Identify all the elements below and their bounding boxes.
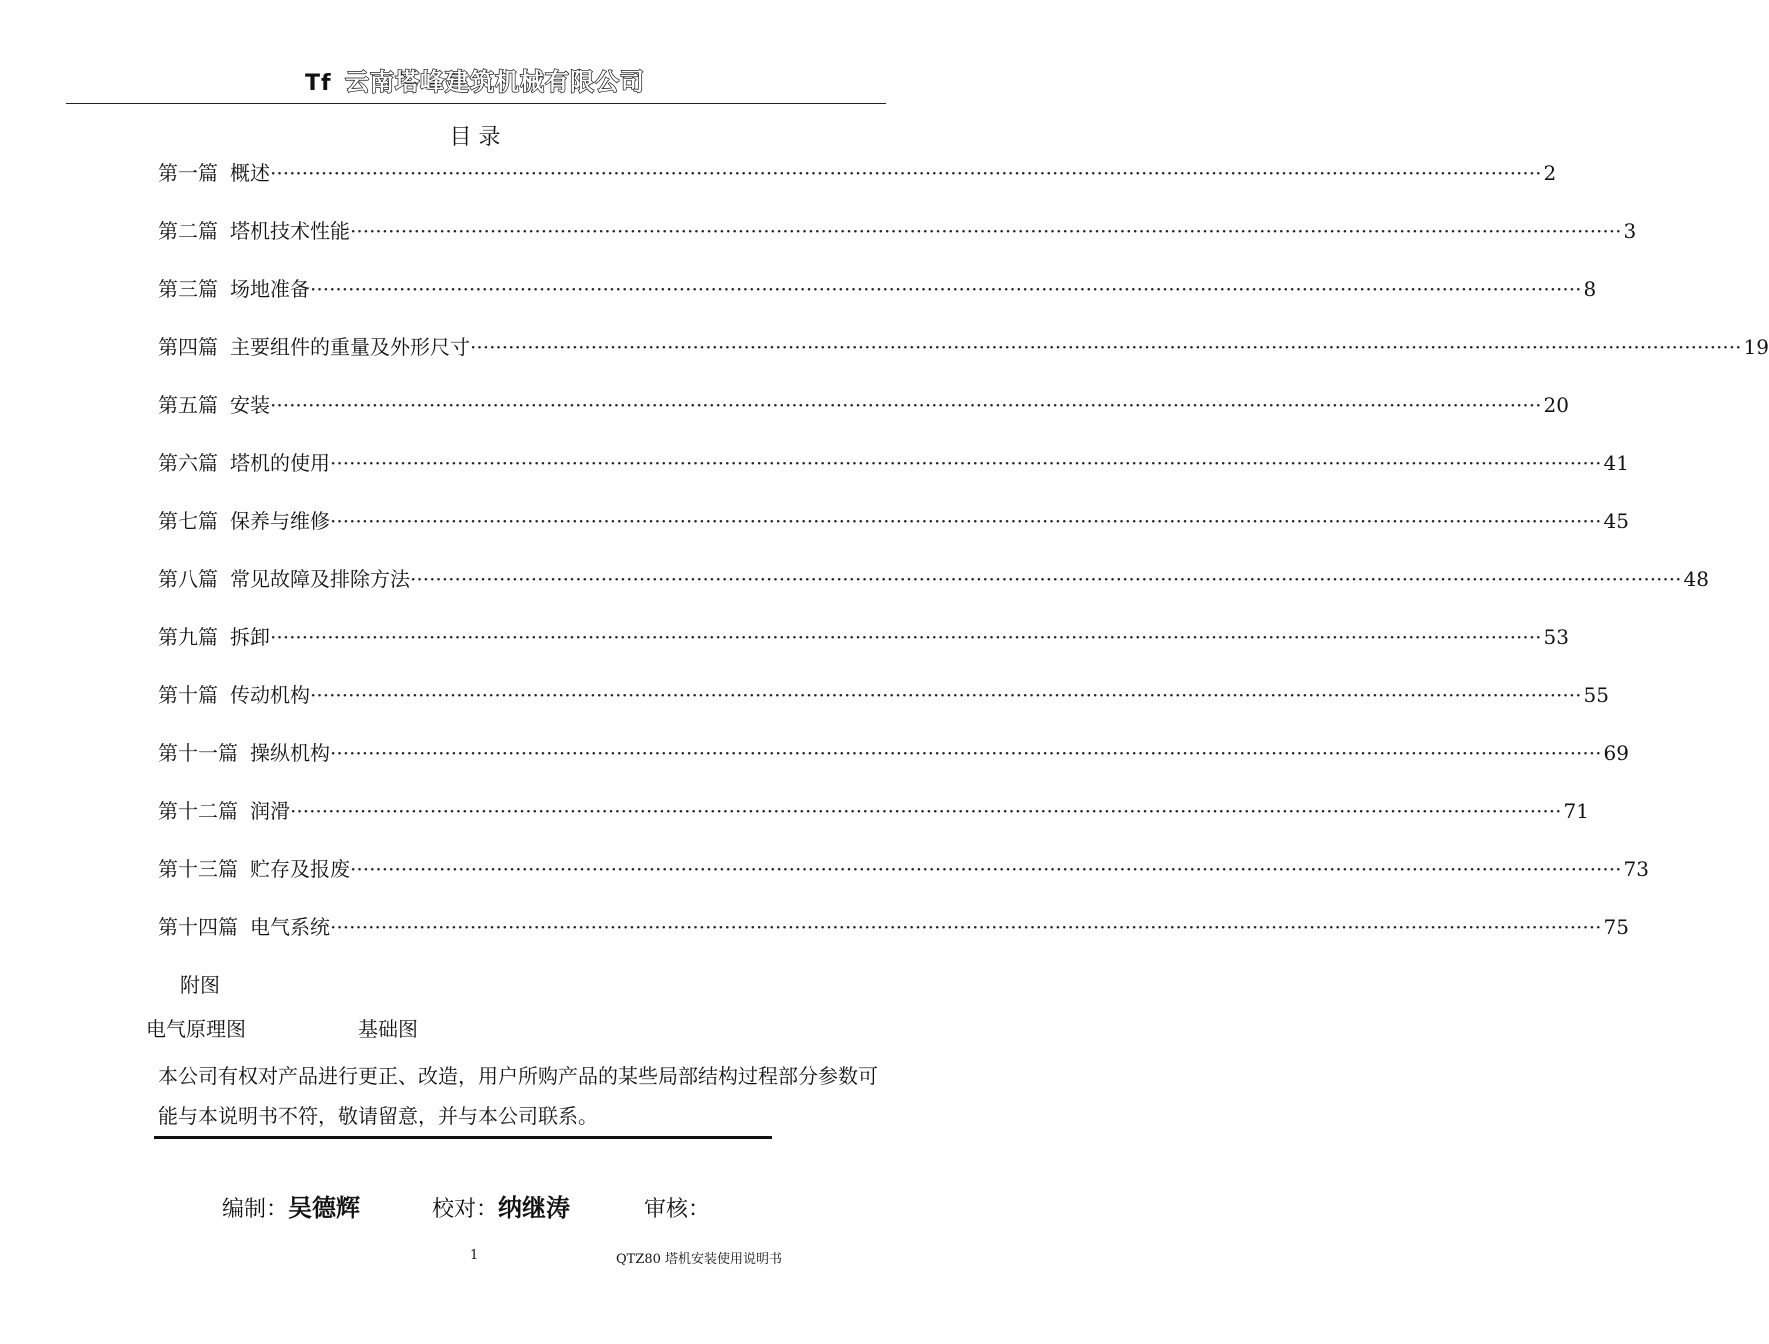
table-of-contents (158, 158, 1769, 970)
toc-page-number: 19 (1743, 335, 1769, 359)
toc-page-number: 71 (1563, 799, 1589, 823)
toc-entry (158, 158, 1557, 216)
toc-chapter-title: 主要组件的重量及外形尺寸 (230, 335, 470, 359)
toc-entry (158, 390, 1569, 448)
toc-dot-leader: ········································································································································································································ (470, 335, 1742, 359)
toc-entry (158, 680, 1609, 738)
toc-chapter-label: 第二篇 (158, 219, 218, 243)
toc-page-number: 3 (1623, 219, 1637, 243)
company-name: 云南塔峰建筑机械有限公司 (344, 68, 645, 96)
toc-dot-leader: ········································································································································································································ (310, 683, 1582, 707)
toc-entry (158, 854, 1649, 912)
toc-page-number: 41 (1603, 451, 1629, 475)
compiled-label: 编制： (222, 1197, 289, 1222)
toc-dot-leader: ········································································································································································································ (330, 915, 1602, 939)
toc-chapter-title: 塔机技术性能 (230, 219, 350, 243)
toc-chapter-label: 第三篇 (158, 277, 218, 301)
company-logo: Tf (305, 71, 332, 96)
toc-page-number: 45 (1603, 509, 1629, 533)
toc-page-number: 55 (1583, 683, 1609, 707)
toc-dot-leader: ········································································································································································································ (350, 219, 1622, 243)
toc-chapter-title: 场地准备 (230, 277, 310, 301)
toc-chapter-title: 常见故障及排除方法 (230, 567, 410, 591)
toc-page-number: 8 (1583, 277, 1597, 301)
toc-page-number: 2 (1543, 161, 1557, 185)
toc-chapter-title: 传动机构 (230, 683, 310, 707)
toc-page-number: 20 (1543, 393, 1569, 417)
toc-title: 目 录 (449, 125, 501, 150)
toc-chapter-title: 润滑 (250, 799, 290, 823)
toc-dot-leader: ········································································································································································································ (270, 625, 1542, 649)
toc-entry (158, 796, 1589, 854)
toc-chapter-title: 概述 (230, 161, 270, 185)
toc-chapter-title: 操纵机构 (250, 741, 330, 765)
footer-document-title: QTZ80 塔机安装使用说明书 (616, 1252, 783, 1267)
reviewed-label: 审核： (644, 1197, 711, 1222)
toc-chapter-label: 第五篇 (158, 393, 218, 417)
toc-entry (158, 448, 1629, 506)
toc-page-number: 75 (1603, 915, 1629, 939)
toc-chapter-label: 第十二篇 (158, 799, 238, 823)
page-header (0, 62, 950, 97)
appendix-label: 附图 (180, 973, 220, 997)
header-divider (66, 103, 886, 104)
toc-dot-leader: ········································································································································································································ (270, 161, 1542, 185)
footer-page-number: 1 (470, 1248, 479, 1263)
toc-dot-leader: ········································································································································································································ (310, 277, 1582, 301)
toc-chapter-title: 拆卸 (230, 625, 270, 649)
signature-block (222, 1190, 710, 1228)
appendix-items (146, 1014, 418, 1044)
toc-chapter-label: 第十篇 (158, 683, 218, 707)
toc-chapter-title: 电气系统 (250, 915, 330, 939)
appendix-item-electrical-schematic: 电气原理图 (146, 1017, 246, 1041)
toc-dot-leader: ········································································································································································································ (410, 567, 1682, 591)
toc-entry (158, 274, 1597, 332)
toc-entry (158, 912, 1629, 970)
toc-page-number: 73 (1623, 857, 1649, 881)
toc-dot-leader: ········································································································································································································ (330, 451, 1602, 475)
toc-chapter-title: 塔机的使用 (230, 451, 330, 475)
toc-chapter-label: 第八篇 (158, 567, 218, 591)
toc-chapter-label: 第四篇 (158, 335, 218, 359)
toc-chapter-label: 第十一篇 (158, 741, 238, 765)
toc-entry (158, 622, 1569, 680)
disclaimer-notice: 本公司有权对产品进行更正、改造，用户所购产品的某些局部结构过程部分参数可能与本说明书不符，敬请留意，并与本公司联系。 (158, 1064, 878, 1128)
toc-dot-leader: ········································································································································································································ (290, 799, 1562, 823)
compiled-by-name: 吴德辉 (288, 1194, 361, 1222)
toc-page-number: 48 (1683, 567, 1709, 591)
toc-chapter-label: 第十三篇 (158, 857, 238, 881)
toc-chapter-title: 贮存及报废 (250, 857, 350, 881)
toc-chapter-title: 安装 (230, 393, 270, 417)
toc-page-number: 53 (1543, 625, 1569, 649)
toc-entry (158, 216, 1637, 274)
toc-entry (158, 738, 1629, 796)
toc-chapter-label: 第九篇 (158, 625, 218, 649)
appendix-item-foundation-drawing: 基础图 (358, 1017, 418, 1041)
toc-dot-leader: ········································································································································································································ (350, 857, 1622, 881)
toc-entry (158, 564, 1709, 622)
notice-divider (154, 1136, 772, 1139)
toc-entry (158, 332, 1769, 390)
checked-by-name: 纳继涛 (498, 1194, 571, 1222)
toc-dot-leader: ········································································································································································································ (330, 741, 1602, 765)
toc-dot-leader: ········································································································································································································ (330, 509, 1602, 533)
toc-chapter-label: 第十四篇 (158, 915, 238, 939)
toc-page-number: 69 (1603, 741, 1629, 765)
toc-chapter-label: 第六篇 (158, 451, 218, 475)
toc-entry (158, 506, 1629, 564)
toc-chapter-label: 第一篇 (158, 161, 218, 185)
toc-chapter-label: 第七篇 (158, 509, 218, 533)
checked-label: 校对： (432, 1197, 499, 1222)
toc-chapter-title: 保养与维修 (230, 509, 330, 533)
toc-dot-leader: ········································································································································································································ (270, 393, 1542, 417)
